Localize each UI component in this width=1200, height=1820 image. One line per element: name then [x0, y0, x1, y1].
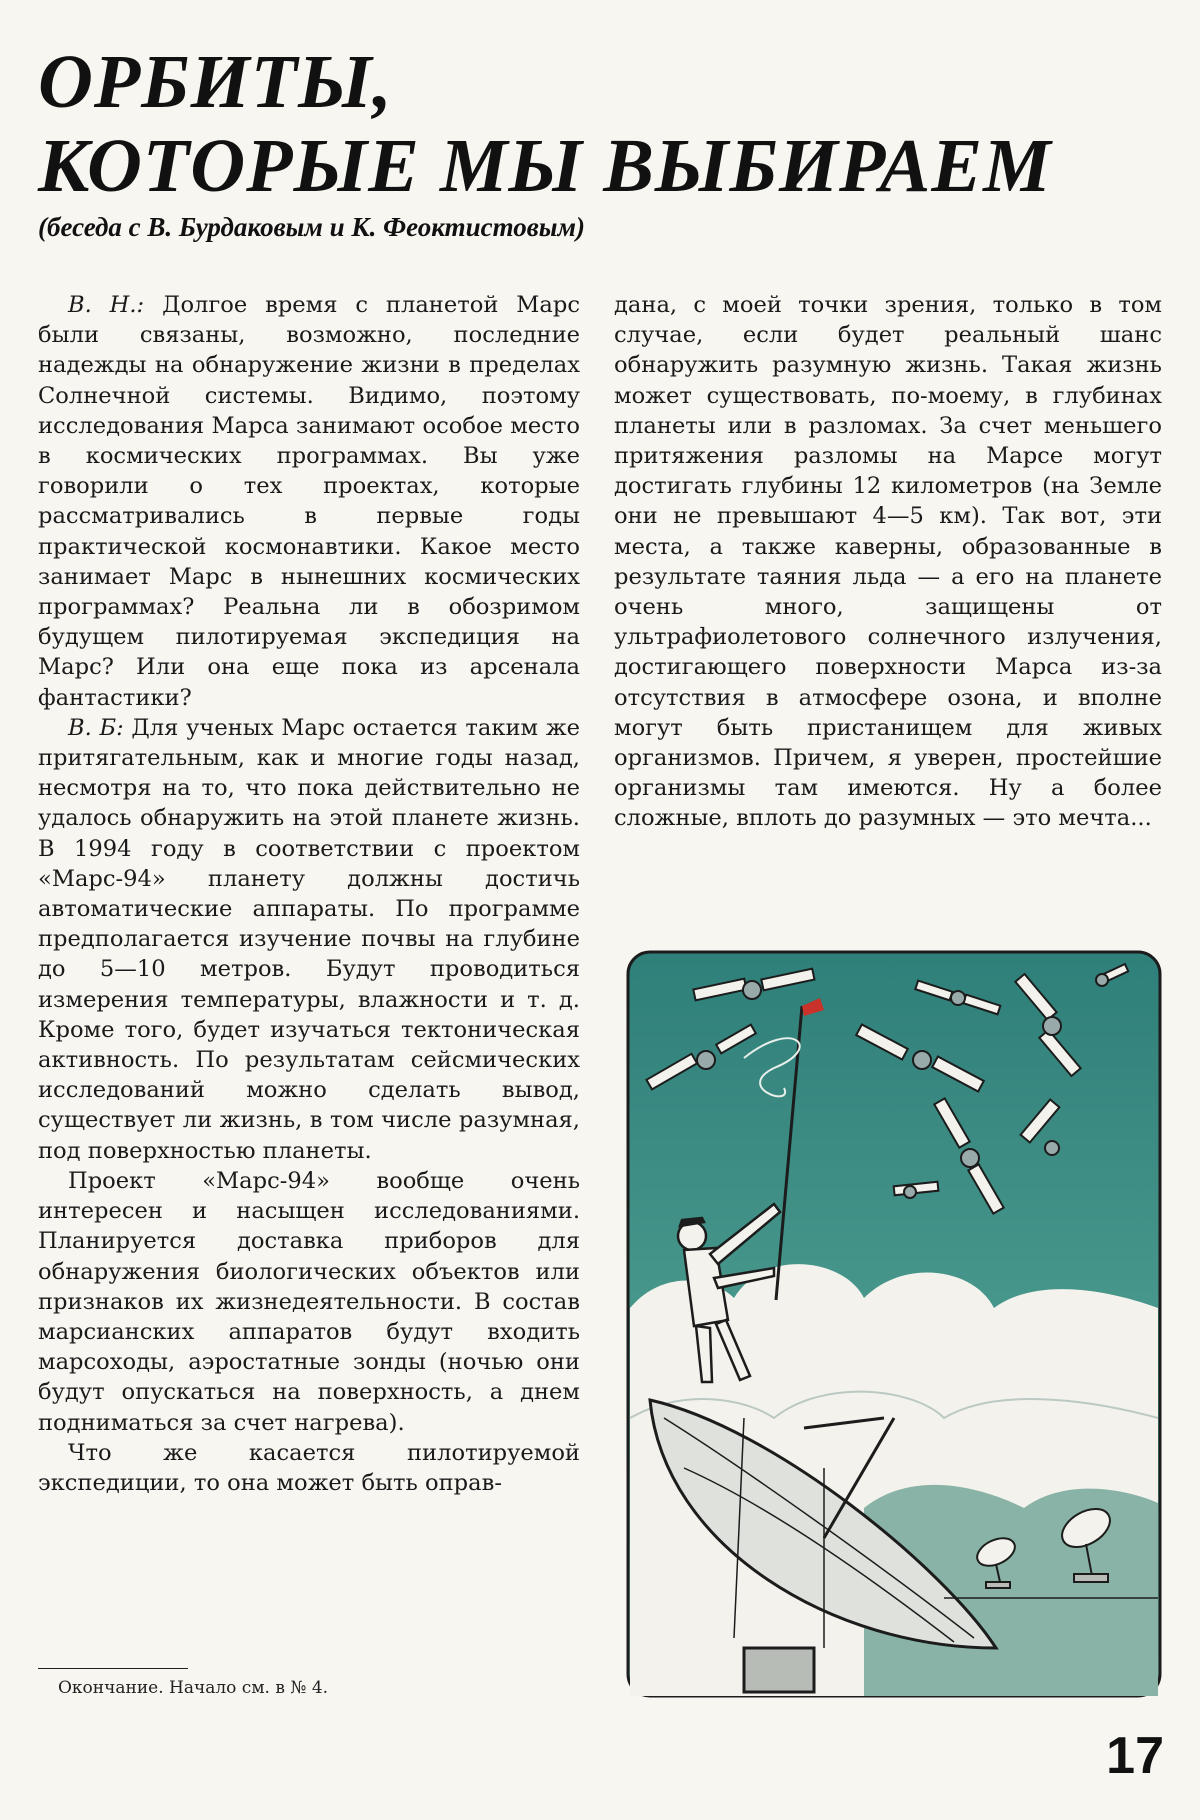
- speaker-label: В. Б:: [68, 714, 124, 741]
- title-line-1: ОРБИТЫ,: [38, 40, 393, 124]
- article-title: [38, 40, 1052, 208]
- paragraph: [38, 713, 580, 1166]
- left-text-column: [38, 290, 580, 1498]
- footnote-divider: [38, 1668, 188, 1669]
- paragraph: [38, 290, 580, 713]
- paragraph: Проект «Марс-94» вообще очень интересен и насыщен исследованиями. Планируется доставка приборов для обнаружения биологических объектов или признаков их жизнедеятельности. В состав марсианских аппаратов будут входить марсоходы, аэростатные зонды (ночью они будут опускаться на поверхность, а днем подниматься за счет нагрева).: [38, 1167, 580, 1436]
- footnote: Окончание. Начало см. в № 4.: [58, 1678, 329, 1698]
- article-subtitle: (беседа с В. Бурдаковым и К. Феоктистовым): [38, 212, 586, 242]
- speaker-label: В. Н.:: [68, 292, 145, 318]
- page-number: 17: [1106, 1727, 1164, 1785]
- cartoon-illustration: [624, 948, 1164, 1700]
- paragraph: Что же касается пилотируемой экспедиции, то она может быть оправ-: [38, 1439, 580, 1496]
- paragraph-text: Для ученых Марс остается таким же притягательным, как и многие годы назад, несмотря на то, что пока действительно не удалось обнаружить на этой планете жизнь. В 1994 году в соответствии с проектом «Марс-94» планету должны достичь автоматические аппараты. По программе предполагается изучение почвы на глубине до 5—10 метров. Будут проводиться измерения температуры, влажности и т. д. Кроме того, будет изучаться тектоническая активность. По результатам сейсмических исследований можно сделать вывод, существует ли жизнь, в том числе разумная, под поверхностью планеты.: [38, 714, 580, 1164]
- right-text-column: [614, 290, 1162, 834]
- paragraph-text: Долгое время с планетой Марс были связаны, возможно, последние надежды на обнаружение жизни в пределах Солнечной системы. Видимо, поэтому исследования Марса занимают особое место в космических программах. Вы уже говорили о тех проектах, которые рассматривались в первые годы практической космонавтики. Какое место занимает Марс в нынешних космических программах? Реальна ли в обозримом будущем пилотируемая экспедиция на Марс? Или она еще пока из арсенала фантастики?: [38, 292, 581, 711]
- paragraph: дана, с моей точки зрения, только в том случае, если будет реальный шанс обнаружить разумную жизнь. Такая жизнь может существовать, по-моему, в глубинах планеты или в разломах. За счет меньшего притяжения разломы на Марсе могут достигать глубины 12 километров (на Земле они не превышают 4—5 км). Так вот, эти места, а также каверны, образованные в результате таяния льда — а его на планете очень много, защищены от ультрафиолетового солнечного излучения, достигающего поверхности Марса из-за отсутствия в атмосфере озона, и вполне могут быть пристанищем для живых организмов. Причем, я уверен, простейшие организмы там имеются. Ну а более сложные, вплоть до разумных — это мечта...: [614, 292, 1162, 832]
- title-line-2: КОТОРЫЕ МЫ ВЫБИРАЕМ: [38, 124, 1052, 208]
